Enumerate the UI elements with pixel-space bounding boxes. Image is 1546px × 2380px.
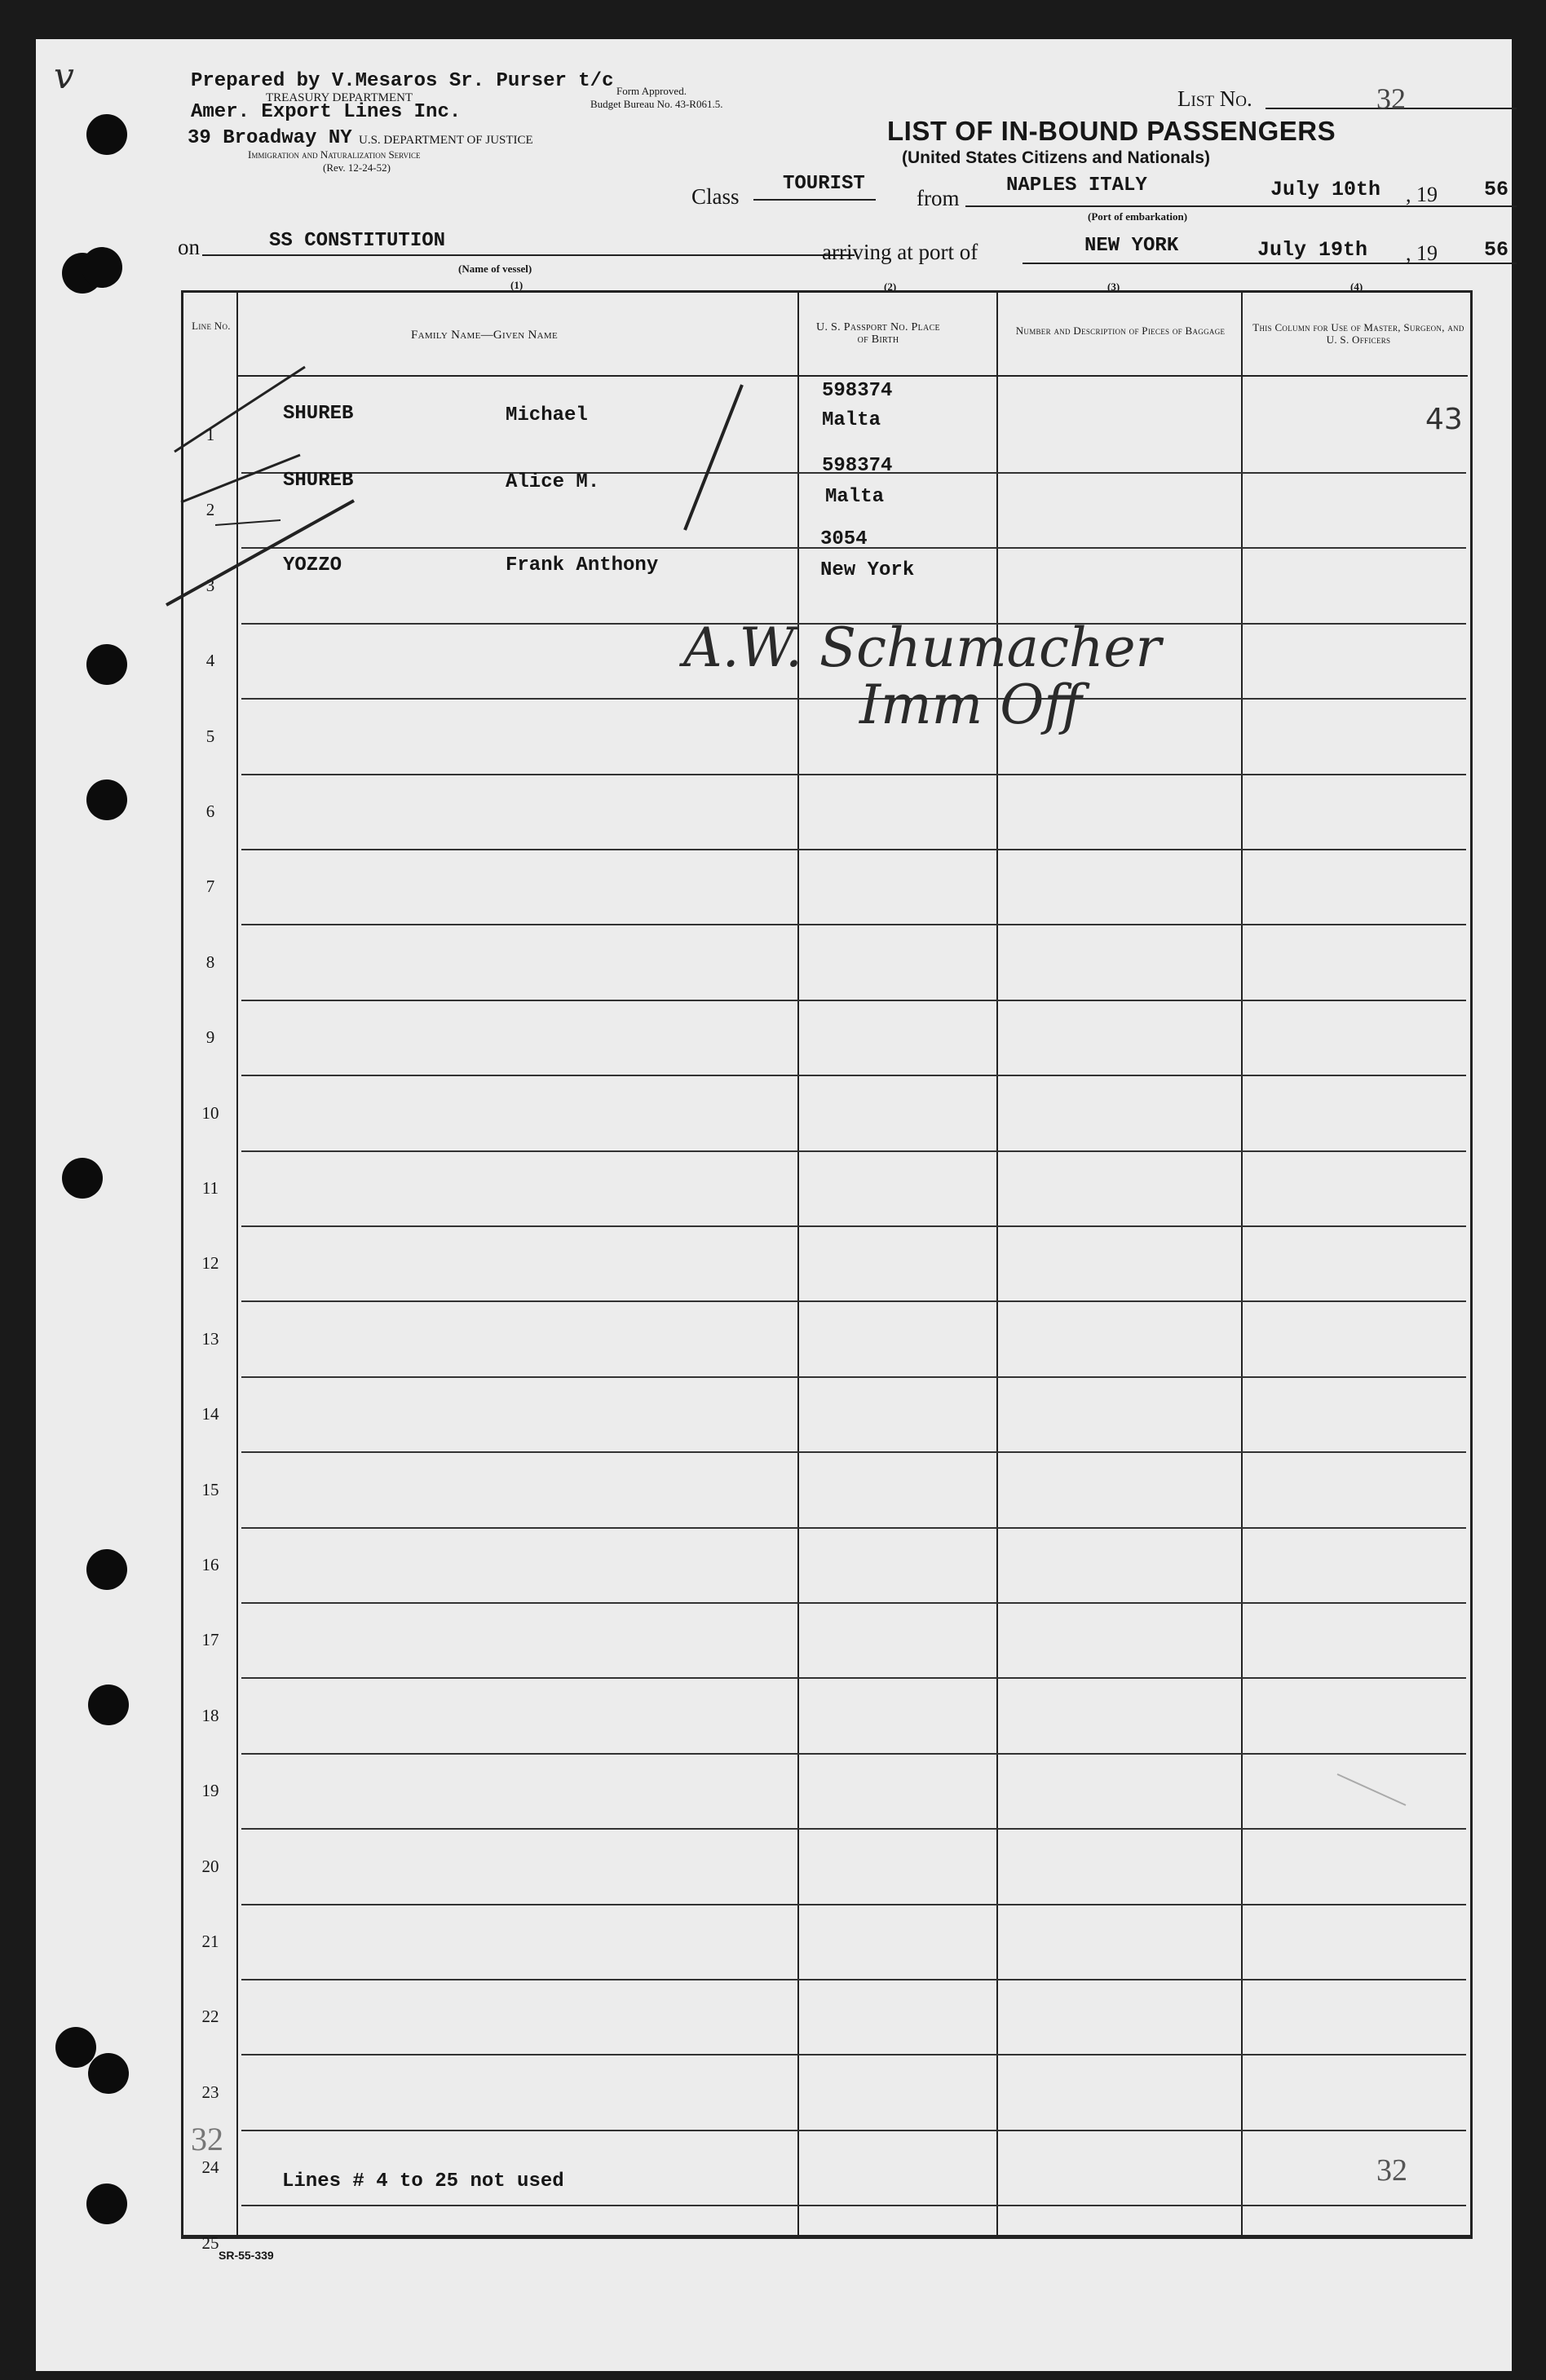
line-number: 10 [201, 1103, 219, 1123]
list-no-label: List No. [1177, 86, 1252, 111]
departure-date: July 10th [1270, 178, 1381, 201]
treasury-department: TREASURY DEPARTMENT [266, 91, 413, 104]
revision: (Rev. 12-24-52) [323, 161, 391, 174]
from-value: NAPLES ITALY [1006, 174, 1147, 196]
line-number: 7 [205, 876, 215, 896]
unused-lines-note: Lines # 4 to 25 not used [282, 2170, 564, 2192]
officer-signature-title: Imm Off [859, 673, 1083, 736]
row1-birthplace: Malta [822, 409, 881, 431]
arrival-port: NEW YORK [1084, 235, 1179, 257]
row1-family-name: SHUREB [283, 403, 354, 425]
departure-year-prefix-text: 19 [1416, 183, 1438, 206]
line-number: 23 [201, 2082, 219, 2102]
col2-marker: (2) [884, 280, 897, 293]
list-mark-right: 32 [1376, 2153, 1407, 2188]
arrival-date: July 19th [1257, 238, 1368, 262]
line-number: 3 [205, 576, 215, 595]
line-number: 20 [201, 1857, 219, 1876]
line-number: 25 [201, 2233, 219, 2253]
arrival-year-prefix-text: 19 [1416, 241, 1438, 265]
line-number: 22 [201, 2007, 219, 2026]
document-title: LIST OF IN-BOUND PASSENGERS [887, 116, 1336, 146]
class-value: TOURIST [783, 173, 865, 195]
header-name: Family Name—Given Name [410, 329, 559, 342]
header-baggage: Number and Description of Pieces of Baggage [1015, 325, 1226, 337]
vessel-name: SS CONSTITUTION [269, 230, 446, 252]
prepared-by-line: Prepared by V.Mesaros Sr. Purser t/c [191, 70, 614, 92]
col1-marker: (1) [510, 279, 523, 291]
handwritten-strokes [36, 39, 1512, 2371]
port-embarkation-label: (Port of embarkation) [1088, 210, 1188, 223]
line-number: 11 [201, 1178, 219, 1198]
on-label: on [178, 235, 200, 259]
row1-officer-note: 43 [1425, 403, 1463, 436]
row1-given-name: Michael [506, 404, 588, 426]
document-subtitle: (United States Citizens and Nationals) [902, 148, 1211, 167]
service-name: Immigration and Naturalization Service [248, 148, 421, 161]
header-officers: This Column for Use of Master, Surgeon, and U. S. Officers [1252, 321, 1464, 346]
col3-marker: (3) [1107, 280, 1120, 293]
form-approved: Form Approved. [616, 85, 687, 97]
from-label: from [917, 186, 960, 210]
officer-signature-name: A.W. Schumacher [683, 616, 1162, 679]
header-line-no: Line No. [192, 320, 231, 332]
line-number: 19 [201, 1781, 219, 1800]
list-no-value: 32 [1376, 82, 1406, 115]
company-line: Amer. Export Lines Inc. [191, 101, 462, 123]
line-number: 9 [205, 1027, 215, 1047]
line-number: 21 [201, 1932, 219, 1951]
line-number: 14 [201, 1404, 219, 1424]
line-number: 2 [205, 500, 215, 519]
header-passport: U. S. Passport No. Place of Birth [816, 321, 940, 346]
line-number: 4 [205, 651, 215, 670]
address-line: 39 Broadway NY [188, 127, 352, 149]
line-number: 17 [201, 1630, 219, 1649]
col4-marker: (4) [1350, 280, 1363, 293]
line-number: 6 [205, 801, 215, 821]
line-number: 16 [201, 1555, 219, 1574]
departure-year: 56 [1484, 178, 1509, 201]
row2-family-name: SHUREB [283, 470, 354, 492]
line-number: 5 [205, 726, 215, 746]
row3-birthplace: New York [820, 559, 915, 581]
line-number: 1 [205, 425, 215, 444]
row3-passport: 3054 [820, 528, 868, 550]
row3-family-name: YOZZO [283, 554, 342, 576]
line-number: 12 [201, 1253, 219, 1273]
margin-check-mark: v [54, 55, 74, 97]
budget-bureau: Budget Bureau No. 43-R061.5. [590, 98, 723, 110]
line-number: 13 [201, 1329, 219, 1349]
row1-passport: 598374 [822, 380, 893, 402]
row2-passport: 598374 [822, 455, 893, 477]
line-number: 8 [205, 952, 215, 972]
line-number: 18 [201, 1706, 219, 1725]
line-number: 15 [201, 1480, 219, 1499]
row3-given-name: Frank Anthony [506, 554, 659, 576]
arrival-year-prefix: , 19 [1406, 241, 1438, 265]
row2-birthplace: Malta [825, 486, 885, 508]
document-page [36, 39, 1512, 2371]
line-number: 24 [201, 2157, 219, 2177]
arriving-label: arriving at port of [822, 240, 978, 264]
row2-given-name: Alice M. [506, 471, 600, 493]
arrival-year: 56 [1484, 238, 1509, 262]
list-mark-left: 32 [191, 2121, 223, 2157]
departure-year-prefix: , 19 [1406, 183, 1438, 206]
department: U.S. DEPARTMENT OF JUSTICE [359, 134, 533, 147]
vessel-label: (Name of vessel) [458, 263, 532, 275]
form-code: SR-55-339 [219, 2249, 274, 2262]
class-label: Class [691, 184, 740, 209]
